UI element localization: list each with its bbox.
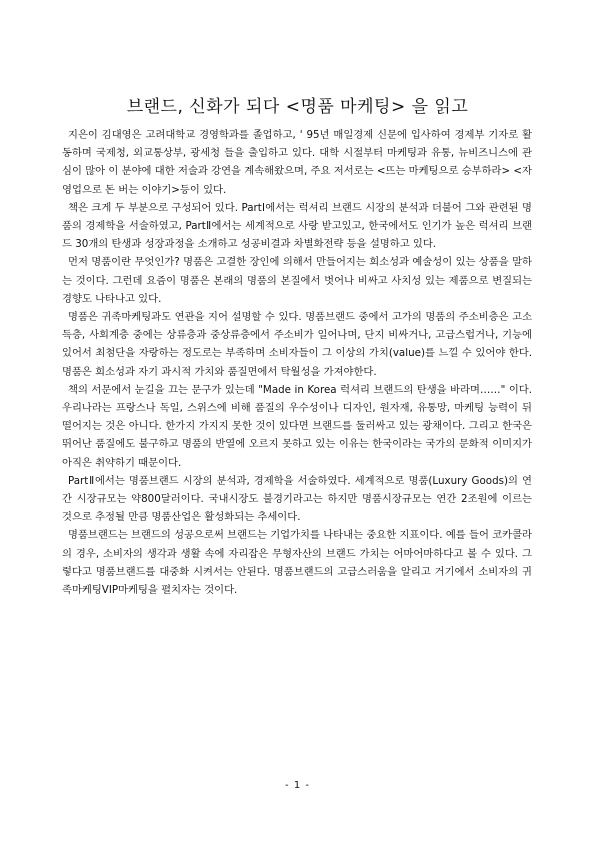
paragraph-definition: 먼저 명품이란 무엇인가? 명품은 고결한 장인에 의해서 만들어지는 희소성과 예술성이 있는 상품을 말하는 것이다. 그런데 요즘이 명품은 본래의 명품의 본질에서 벗어나 비싸고 사치성 있는 제품으로 변질되는 경향도 나타나고 있다. [62,256,532,305]
paragraph-brand-value: 명품브랜드는 브랜드의 성공으로써 브랜드는 기업가치를 나타내는 중요한 지표이다. 예를 들어 코카콜라의 경우, 소비자의 생각과 생활 속에 자리잡은 무형자산의 브랜드 가치는 어마어마하다고 볼 수 있다. 그렇다고 명품브랜드를 대중화 시켜서는 안된다. 명품브랜드의 고급스러움을 알리고 거기에서 소비자의 귀족마케팅VIP마케팅을 펼치자는 것이다. [62,529,532,597]
page-number: - 1 - [285,780,310,791]
page-title: 브랜드, 신화가 되다 <명품 마케팅> 을 읽고 [126,97,469,117]
paragraph-author-intro: 지은이 김대영은 고려대학교 경영학과를 졸업하고, ' 95년 매일경제 신문에 입사하여 경제부 기자로 활동하며 국제청, 외교통상부, 광세청 들을 출입하고 있다. 대학 시절부터 마케팅과 유통, 뉴비즈니스에 관심이 많아 이 분야에 대한 저술과 강연을 계속해왔으며, 주요 저서로는 <뜨는 마케팅으로 승부하라> <자영업으로 돈 버는 이야기>등이 있다. [62,129,532,196]
paragraph-preface-quote: 책의 서문에서 눈길을 끄는 문구가 있는데 "Made in Korea 럭셔리 브랜드의 탄생을 바라며……" 이다. 우리나라는 프랑스나 독일, 스위스에 비해 품질의 우수성이나 디자인, 원자재, 유통망, 마케팅 능력이 뒤떨어지는 것은 아니다. 한가지 가지지 못한 것이 있다면 브랜드를 둘러싸고 있는 광채이다. 그리고 한국은 뛰어난 품질에도 불구하고 명품의 반열에 오르지 못하고 있는 이유는 한국이라는 국가의 문화적 이미지가 아직은 취약하기 때문이다. [62,383,532,469]
paragraph-noble-marketing: 명품은 귀족마케팅과도 연관을 지어 설명할 수 있다. 명품브랜드 중에서 고가의 명품의 주소비층은 고소득층, 사회계층 중에는 상류층과 중상류층에서 주소비가 일어나며, 단지 비싸거나, 고급스럽거나, 기능에 있어서 최첨단을 자랑하는 정도로는 부족하며 소비자들이 그 이상의 가치(value)를 느낄 수 있어야 한다. 명품은 희소성과 자기 과시적 가치와 품질면에서 탁월성을 가져야한다. [62,311,532,378]
document-body [62,126,532,599]
paragraph-book-structure: 책은 크게 두 부분으로 구성되어 있다. PartⅠ에서는 럭셔리 브랜드 시장의 분석과 더불어 그와 관련된 명품의 경제학을 서술하였고, PartⅡ에서는 세계적으로 사랑 받고있고, 한국에서도 인기가 높은 럭셔리 브랜드 30개의 탄생과 성장과정을 소개하고 성공비결과 차별화전략 등을 설명하고 있다. [62,201,532,251]
paragraph-market-analysis: PartⅡ에서는 명품브랜드 시장의 분석과, 경제학을 서술하였다. 세계적으로 명품(Luxury Goods)의 연간 시장규모는 약800달러이다. 국내시장도 불경기라고는 하지만 명품시장규모는 연간 2조원에 이르는 것으로 추정될 만큼 명품산업은 활성화되는 추세이다. [62,474,532,524]
